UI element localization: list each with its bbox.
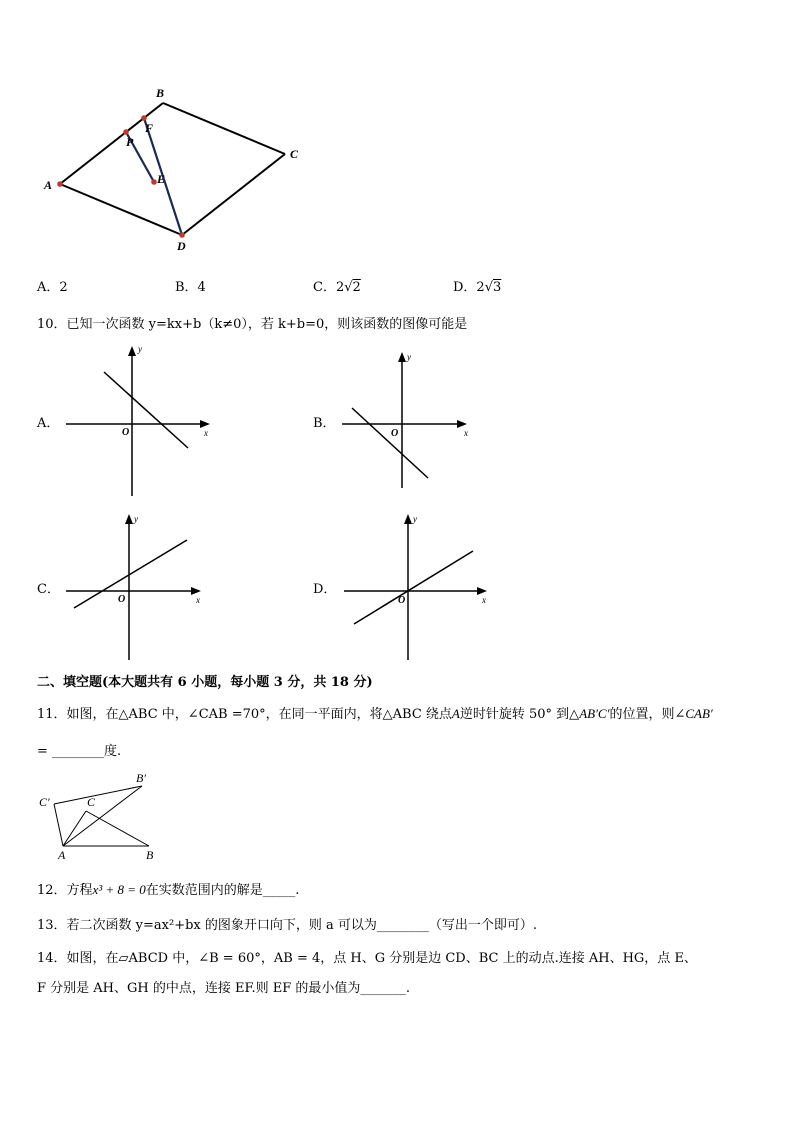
segment-DA	[60, 184, 182, 235]
section-heading: 二、填空题(本大题共有 6 小题，每小题 3 分，共 18 分)	[37, 675, 373, 690]
q9-option-c-prefix: C．2	[313, 280, 345, 295]
q11-line1	[37, 703, 713, 722]
sqrt-sign: √	[484, 280, 493, 295]
x-axis-label: x	[464, 428, 468, 438]
q10-graph-a	[60, 340, 220, 500]
q9-option-d-prefix: D．2	[453, 280, 485, 295]
label-C: C	[290, 147, 299, 161]
q9-option-d	[453, 276, 501, 295]
q9-option-c	[313, 276, 361, 295]
q9-option-b: B．4	[175, 280, 206, 295]
x-axis-label: x	[196, 595, 200, 605]
label-F: F	[145, 121, 154, 135]
y-axis-arrow	[125, 514, 133, 524]
segment-AC	[63, 811, 86, 846]
function-line	[352, 408, 428, 478]
q10-option-c-label: C．	[37, 582, 60, 597]
q14-line1: 14．如图，在▱ABCD 中，∠B = 60°，AB = 4，点 H、G 分别是边 CD、BC 上的动点.连接 AH、HG，点 E、	[37, 951, 697, 966]
point-F	[141, 115, 147, 121]
q11-line2: = ________度.	[37, 744, 122, 759]
x-axis-arrow	[477, 587, 487, 595]
origin-label: O	[122, 427, 130, 438]
segment-CB	[86, 811, 149, 846]
q13: 13．若二次函数 y=ax²+bx 的图象开口向下，则 a 可以为________（写出一个即可）.	[37, 918, 538, 933]
q14-line2: F 分别是 AH、GH 的中点，连接 EF.则 EF 的最小值为_______.	[37, 981, 411, 996]
q10-graph-b	[336, 348, 476, 493]
segment-AB-prime	[63, 786, 142, 846]
q10-graph-c	[60, 510, 210, 665]
q11-text-3: 的位置，则∠	[609, 707, 686, 722]
q10-option-a-label: A．	[37, 416, 60, 431]
q12-equation: x³ + 8 = 0	[92, 882, 146, 897]
q12-prefix: 12．方程	[37, 883, 93, 898]
label-A: A	[44, 178, 53, 192]
q11-var-rot: AB′C′	[579, 706, 610, 721]
q11-figure	[36, 765, 166, 863]
y-axis-label: y	[413, 514, 417, 524]
sqrt-sign: √	[344, 280, 353, 295]
x-axis-arrow	[200, 420, 210, 428]
label-A: A	[58, 848, 66, 862]
q12	[37, 879, 299, 898]
label-D: D	[177, 239, 186, 253]
origin-label: O	[391, 428, 399, 439]
point-E	[151, 179, 157, 185]
label-B: B	[146, 848, 154, 862]
x-axis-label: x	[204, 428, 208, 438]
y-axis-label: y	[138, 344, 142, 354]
function-line	[104, 372, 188, 448]
y-axis-arrow	[128, 346, 136, 356]
y-axis-label: y	[134, 514, 138, 524]
label-P: P	[126, 135, 134, 149]
x-axis-arrow	[191, 587, 201, 595]
q11-text-2: 逆时针旋转 50° 到△	[459, 707, 580, 722]
label-B: B	[156, 86, 165, 100]
point-P	[123, 129, 129, 135]
point-A	[57, 181, 63, 187]
label-C: C	[87, 795, 96, 809]
q11-var-angle: CAB′	[685, 706, 713, 721]
q9-option-d-radicand: 3	[493, 280, 502, 295]
y-axis-arrow	[404, 514, 412, 524]
label-C-prime: C′	[39, 795, 50, 809]
q10-stem: 10．已知一次函数 y=kx+b（k≠0），若 k+b=0，则该函数的图像可能是	[37, 317, 468, 332]
y-axis-arrow	[398, 352, 406, 362]
x-axis-arrow	[457, 420, 467, 428]
q10-option-d-label: D．	[313, 582, 337, 597]
q9-option-c-radicand: 2	[352, 280, 361, 295]
segment-AC-prime	[54, 804, 63, 846]
q9-figure	[30, 80, 320, 260]
q11-var-a: A	[451, 706, 460, 721]
q10-graph-d	[336, 510, 496, 665]
segment-C-prime-B-prime	[54, 786, 142, 804]
label-E: E	[157, 172, 166, 186]
y-axis-label: y	[407, 352, 411, 362]
function-line	[74, 540, 187, 608]
segment-CD	[182, 154, 285, 235]
q12-suffix: 在实数范围内的解是_____.	[145, 883, 300, 898]
q11-text-1: 11．如图，在△ABC 中，∠CAB =70°，在同一平面内，将△ABC 绕点	[37, 707, 452, 722]
q9-option-a: A．2	[37, 280, 68, 295]
x-axis-label: x	[482, 595, 486, 605]
origin-label: O	[118, 594, 126, 605]
origin-label: O	[398, 595, 406, 606]
segment-BC	[163, 103, 285, 154]
point-D	[179, 232, 185, 238]
label-B-prime: B′	[136, 771, 146, 785]
q10-option-b-label: B．	[313, 416, 336, 431]
function-line	[354, 551, 473, 624]
